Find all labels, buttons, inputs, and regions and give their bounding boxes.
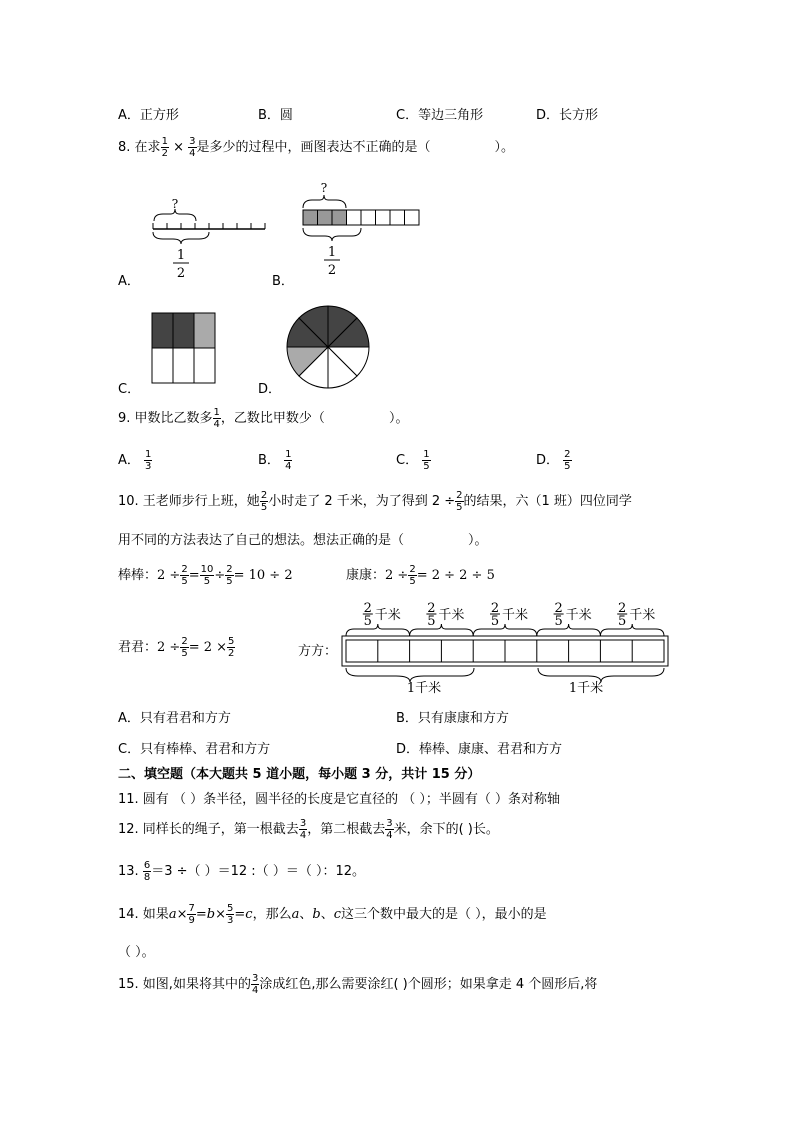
q9-pre: 9. 甲数比乙数多 <box>118 411 213 426</box>
q10-km-label-2: 1千米 <box>568 681 604 696</box>
fangfang-segment-den: 5 <box>490 614 500 629</box>
q8-label-d: D． <box>258 382 282 397</box>
q8-label-c: C． <box>118 382 141 397</box>
q8-pre: 在求 <box>134 140 161 155</box>
q8-figure-a <box>145 195 270 285</box>
q8-a-half-num: 1 <box>176 248 186 263</box>
q10-option-c: C．只有棒棒、君君和方方 <box>118 742 271 757</box>
q10-km-label-1: 1千米 <box>406 681 442 696</box>
fangfang-segment-den: 5 <box>427 614 436 629</box>
q8-fraction-2: $\frac{3}{4}$ <box>189 135 196 159</box>
q8-label-a: A． <box>118 274 140 289</box>
section-2-title: 二、填空题（本大题共 5 道小题，每小题 3 分，共计 15 分） <box>118 767 481 782</box>
fangfang-segment-unit: 千米 <box>629 608 656 623</box>
q8-times: × <box>173 140 184 155</box>
fangfang-segment-unit: 千米 <box>438 608 465 623</box>
fangfang-segment-num: 2 <box>363 601 372 616</box>
fangfang-segment-brace <box>600 624 664 636</box>
q8-label-b: B． <box>272 274 294 289</box>
fangfang-segment-den: 5 <box>554 614 563 629</box>
q8-a-half-den: 2 <box>176 266 186 281</box>
q9-post: ，乙数比甲数少（ <box>220 411 325 426</box>
fangfang-segment-unit: 千米 <box>565 608 592 623</box>
q7-option-c: C．等边三角形 <box>396 108 484 123</box>
q10-line-2: 用不同的方法表达了自己的想法。想法正确的是（ ）。 <box>118 533 488 548</box>
q8-end: ）。 <box>494 140 515 155</box>
q8-question <box>118 134 514 162</box>
q10-fangfang-label: 方方： <box>298 644 338 659</box>
fangfang-segment-brace <box>410 624 474 636</box>
q14-line-2: （ ）。 <box>118 945 155 960</box>
q10-option-a: A．只有君君和方方 <box>118 711 231 726</box>
fangfang-segment-num: 2 <box>618 601 627 616</box>
fangfang-segment-unit: 千米 <box>374 608 401 623</box>
q9-end: ）。 <box>388 411 409 426</box>
fangfang-segment-den: 5 <box>618 614 627 629</box>
q8-b-question-mark: ? <box>320 181 328 195</box>
q12-question: 12. 同样长的绳子，第一根截去 $\frac{3}{4}$ ，第二根截去 $\frac{3}{4}$ 米，余下的( )长。 <box>118 817 499 841</box>
q15-question: 15. 如图,如果将其中的 $\frac{3}{4}$ 涂成红色,那么需要涂红( )个圆形；如果拿走 4 个圆形后,将 <box>118 972 598 996</box>
q13-question: 13. $\frac{6}{8}$ ＝3 ÷（ ）＝12 :（ ）＝（ ）：12。 <box>118 859 365 883</box>
q8-fraction-1: $\frac{1}{2}$ <box>161 135 168 159</box>
q8-number: 8. <box>118 140 131 155</box>
q9-fraction: $\frac{1}{4}$ <box>213 406 220 430</box>
q8-figure-d <box>283 302 373 392</box>
q8-b-half-num: 1 <box>327 245 337 260</box>
q10-option-b: B．只有康康和方方 <box>396 711 509 726</box>
q10-fangfang-diagram <box>338 600 673 698</box>
q10-kangkang: 康康：2 ÷ $\frac{2}{5}$ = 2 ÷ 2 ÷ 5 <box>346 563 495 587</box>
q9-question <box>118 404 408 434</box>
q8-b-half-den: 2 <box>327 263 337 278</box>
q7-option-a: A．正方形 <box>118 108 179 123</box>
q10-junjun: 君君：2 ÷ $\frac{2}{5}$ = 2 × $\frac{5}{2}$ <box>118 635 235 659</box>
fangfang-segment-brace <box>473 624 537 636</box>
q8-mid: 是多少的过程中，画图表达不正确的是（ <box>196 140 431 155</box>
q9-option-b: B． $\frac{1}{4}$ <box>258 448 292 472</box>
q7-option-d: D．长方形 <box>536 108 599 123</box>
fangfang-segment-num: 2 <box>427 601 436 616</box>
q8-a-question-mark: ? <box>171 197 179 211</box>
q10-bangbang: 棒棒：2 ÷ $\frac{2}{5}$ = $\frac{10}{5}$ ÷ $\frac{2}{5}$ = 10 ÷ 2 <box>118 563 293 587</box>
fangfang-segment-num: 2 <box>490 601 500 616</box>
fangfang-segment-unit: 千米 <box>502 608 529 623</box>
q8-figure-b <box>298 178 430 278</box>
q9-option-d: D． $\frac{2}{5}$ <box>536 448 571 472</box>
q14-question: 14. 如果a× $\frac{7}{9}$ =b× $\frac{5}{3}$ =c，那么a、b、c这三个数中最大的是（ ），最小的是 <box>118 902 547 926</box>
q10-option-d: D．棒棒、康康、君君和方方 <box>396 742 563 757</box>
fangfang-segment-den: 5 <box>363 614 372 629</box>
q7-option-b: B．圆 <box>258 108 293 123</box>
fangfang-segment-num: 2 <box>554 601 563 616</box>
q9-option-a: A． $\frac{1}{3}$ <box>118 448 152 472</box>
q9-option-c: C． $\frac{1}{5}$ <box>396 448 430 472</box>
q11-question: 11. 圆有 （ ）条半径，圆半径的长度是它直径的 （ ）；半圆有（ ）条对称轴 <box>118 792 560 807</box>
q8-figure-c <box>150 311 218 385</box>
fangfang-segment-brace <box>537 624 601 636</box>
q10-line-1: 10. 王老师步行上班，她 $\frac{2}{5}$ 小时走了 2 千米，为了得到 2 ÷ $\frac{2}{5}$ 的结果，六（1 班）四位同学 <box>118 489 632 513</box>
fangfang-segment-brace <box>346 624 410 636</box>
